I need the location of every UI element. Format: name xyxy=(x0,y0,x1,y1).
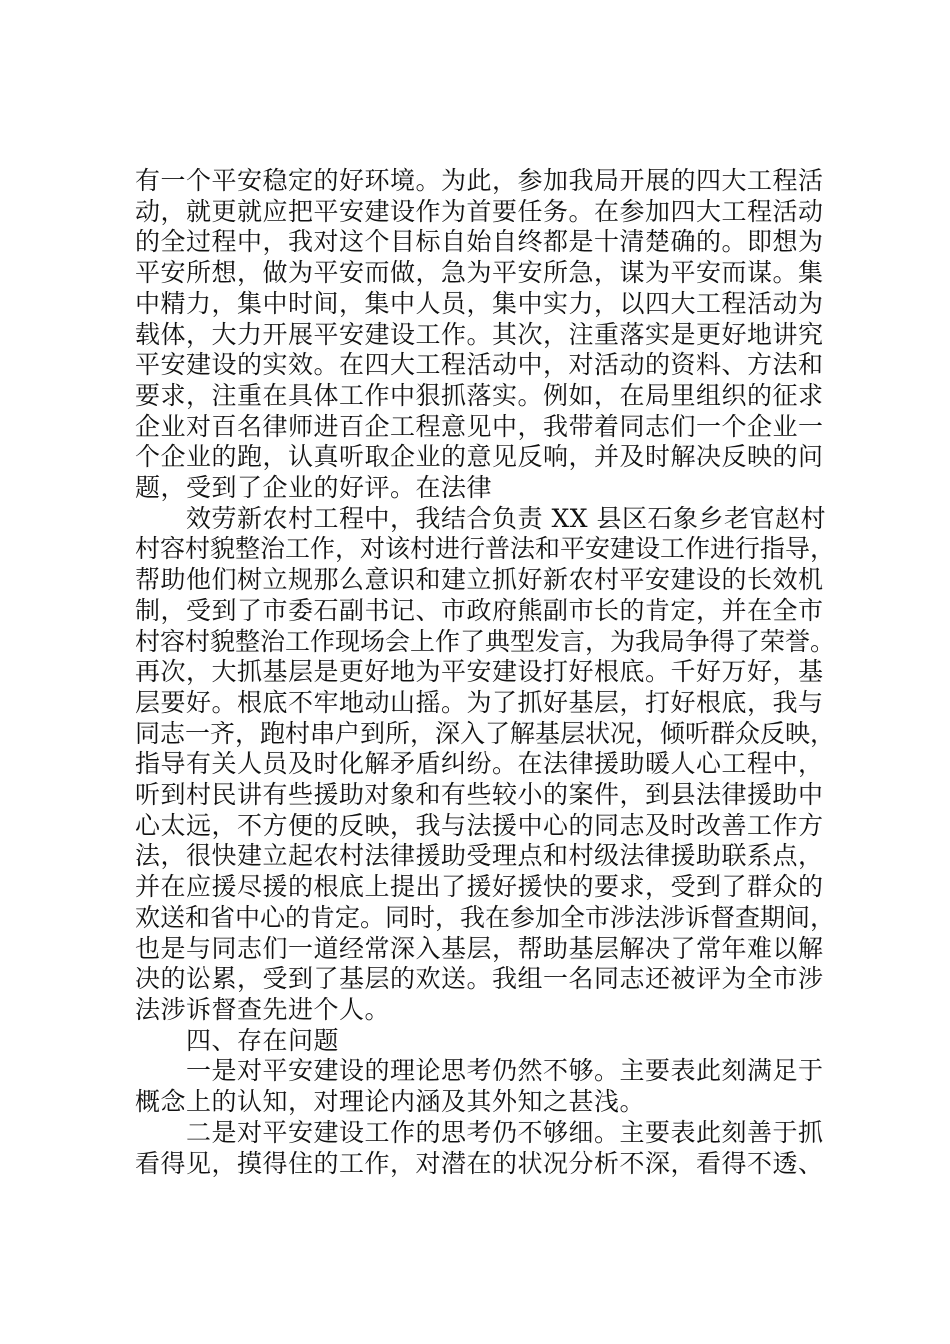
text-line: 再次，大抓基层是更好地为平安建设打好根底。千好万好，基 xyxy=(135,657,824,687)
text-line: 企业对百名律师进百企工程意见中，我带着同志们一个企业一 xyxy=(135,411,824,441)
paragraph-start-line: 二是对平安建设工作的思考仍不够细。主要表此刻善于抓 xyxy=(186,1117,824,1147)
paragraph-start-line: 一是对平安建设的理论思考仍然不够。主要表此刻满足于 xyxy=(186,1056,824,1086)
text-line: 指导有关人员及时化解矛盾纠纷。在法律援助暖人心工程中， xyxy=(135,749,824,779)
text-line: 动，就更就应把平安建设作为首要任务。在参加四大工程活动 xyxy=(135,196,824,226)
text-line: 平安所想，做为平安而做，急为平安所急，谋为平安而谋。集 xyxy=(135,258,824,288)
text-line: 帮助他们树立规那么意识和建立抓好新农村平安建设的长效机 xyxy=(135,565,824,595)
text-line: 载体，大力开展平安建设工作。其次，注重落实是更好地讲究 xyxy=(135,319,824,349)
text-line: 法涉诉督查先进个人。 xyxy=(135,994,391,1024)
text-line: 欢送和省中心的肯定。同时，我在参加全市涉法涉诉督查期间， xyxy=(135,902,836,932)
section-heading: 四、存在问题 xyxy=(186,1025,340,1055)
text-line: 村容村貌整治工作，对该村进行普法和平安建设工作进行指导， xyxy=(135,534,836,564)
text-line: 法，很快建立起农村法律援助受理点和村级法律援助联系点， xyxy=(135,841,824,871)
text-line: 心太远，不方便的反映，我与法援中心的同志及时改善工作方 xyxy=(135,810,824,840)
text-line: 村容村貌整治工作现场会上作了典型发言，为我局争得了荣誉。 xyxy=(135,626,836,656)
text-line: 平安建设的实效。在四大工程活动中，对活动的资料、方法和 xyxy=(135,350,824,380)
text-line: 也是与同志们一道经常深入基层，帮助基层解决了常年难以解 xyxy=(135,933,824,963)
paragraph-start-line: 效劳新农村工程中，我结合负责 XX 县区石象乡老官赵村 xyxy=(186,503,826,533)
document-body xyxy=(135,166,836,1179)
text-line: 有一个平安稳定的好环境。为此，参加我局开展的四大工程活 xyxy=(135,166,824,195)
text-line: 并在应援尽援的根底上提出了援好援快的要求，受到了群众的 xyxy=(135,872,824,902)
text-line: 中精力，集中时间，集中人员，集中实力，以四大工程活动为 xyxy=(135,288,824,318)
text-line: 听到村民讲有些援助对象和有些较小的案件，到县法律援助中 xyxy=(135,780,824,810)
text-line: 层要好。根底不牢地动山摇。为了抓好基层，打好根底，我与 xyxy=(135,687,824,717)
text-line: 个企业的跑，认真听取企业的意见反响，并及时解决反映的问 xyxy=(135,442,824,472)
text-line: 题，受到了企业的好评。在法律 xyxy=(135,473,493,503)
text-line: 的全过程中，我对这个目标自始自终都是十清楚确的。即想为 xyxy=(135,227,824,257)
text-line: 要求，注重在具体工作中狠抓落实。例如，在局里组织的征求 xyxy=(135,380,824,410)
text-line: 概念上的认知，对理论内涵及其外知之甚浅。 xyxy=(135,1087,646,1117)
text-line: 制，受到了市委石副书记、市政府熊副市长的肯定，并在全市 xyxy=(135,595,824,625)
text-line: 看得见，摸得住的工作，对潜在的状况分析不深，看得不透、 xyxy=(135,1148,824,1178)
text-line: 决的讼累，受到了基层的欢送。我组一名同志还被评为全市涉 xyxy=(135,964,824,994)
text-line: 同志一齐，跑村串户到所，深入了解基层状况，倾听群众反映， xyxy=(135,718,836,748)
